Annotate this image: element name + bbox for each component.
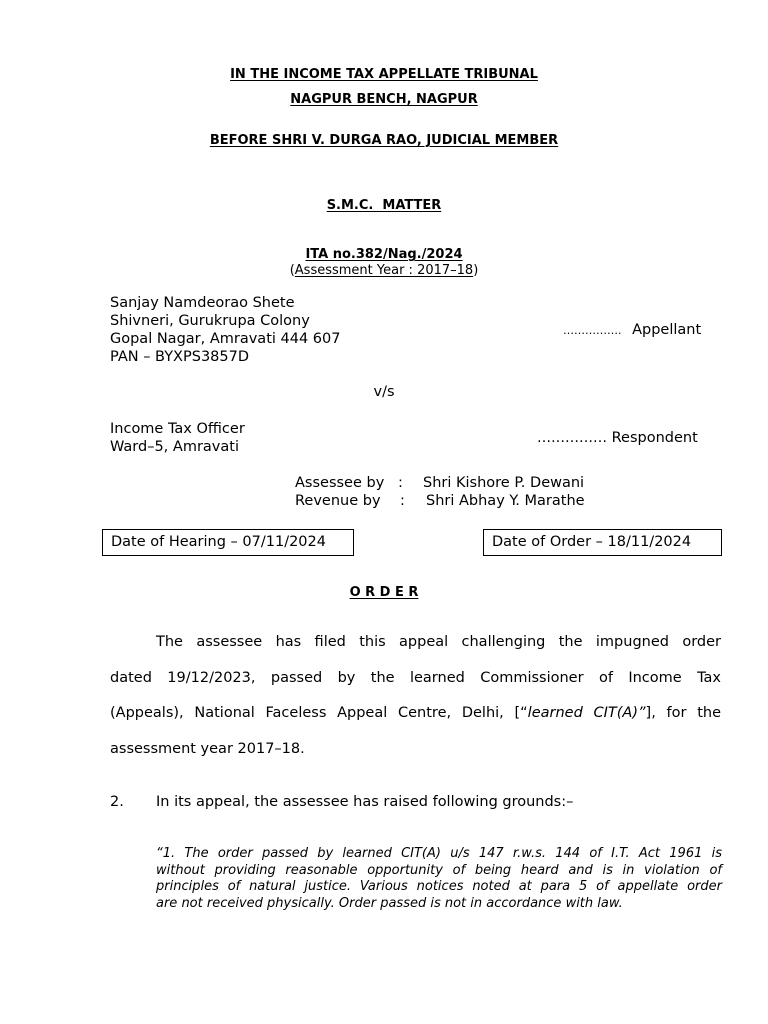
revenue-representation — [295, 492, 585, 510]
respondent-role — [537, 429, 698, 447]
bench-title-text: NAGPUR BENCH, NAGPUR — [290, 92, 478, 107]
before-member-text: BEFORE SHRI V. DURGA RAO, JUDICIAL MEMBER — [209, 133, 559, 148]
assessee-colon: : — [398, 475, 403, 491]
versus-text: v/s — [373, 384, 395, 400]
hearing-date: Date of Hearing – 07/11/2024 — [111, 534, 326, 550]
matter-heading-text: S.M.C. MATTER — [326, 198, 442, 213]
respondent-leader-dots: …………… — [537, 430, 607, 446]
paragraph-1-line-part: ], for the — [645, 705, 721, 721]
appellant-name: Sanjay Namdeorao Shete — [110, 295, 295, 311]
assessee-representation — [295, 474, 584, 492]
respondent-role-label: Respondent — [611, 430, 698, 446]
learned-cita-term: learned CIT(A)” — [527, 705, 646, 721]
tribunal-title-text: IN THE INCOME TAX APPELLATE TRIBUNAL — [230, 67, 538, 82]
assessment-year — [0, 263, 768, 278]
order-heading-text: O R D E R — [349, 585, 419, 600]
respondent-address — [110, 420, 245, 456]
hearing-date-box — [102, 529, 354, 556]
order-date: Date of Order – 18/11/2024 — [492, 534, 692, 550]
paragraph-1-line-part: (Appeals), National Faceless Appeal Centre, Delhi, [“ — [110, 705, 528, 721]
paragraph-1-line: dated 19/12/2023, passed by the learned Commissioner of Income Tax — [110, 669, 721, 686]
ground-quote-line: “1. The order passed by learned CIT(A) u/s 147 r.w.s. 144 of I.T. Act 1961 is — [156, 846, 722, 861]
versus-label — [0, 383, 768, 401]
matter-heading — [0, 198, 768, 213]
assessee-representative: Shri Kishore P. Dewani — [423, 475, 585, 491]
ground-quote-line: principles of natural justice. Various notices noted at para 5 of appellate order — [156, 879, 722, 894]
ita-number-text: ITA no.382/Nag./2024 — [305, 247, 463, 262]
appellant-role — [563, 321, 701, 340]
ground-quote-line: without providing reasonable opportunity of being heard and is in violation of — [156, 862, 722, 878]
paragraph-2-number — [110, 793, 124, 811]
order-heading — [0, 585, 768, 600]
paragraph-1-line: The assessee has filed this appeal challenging the impugned order — [156, 634, 721, 650]
paragraph-1 — [110, 633, 721, 775]
bench-title — [0, 92, 768, 107]
paragraph-1-line: assessment year 2017–18. — [110, 740, 305, 757]
revenue-by-label: Revenue by — [295, 493, 381, 509]
revenue-colon: : — [400, 493, 405, 509]
assessee-by-label: Assessee by — [295, 475, 385, 491]
paragraph-2 — [156, 793, 573, 811]
ita-number — [0, 247, 768, 262]
revenue-representative: Shri Abhay Y. Marathe — [426, 493, 585, 509]
appellant-address — [110, 294, 340, 366]
tribunal-title — [0, 67, 768, 82]
ground-quote-line: are not received physically. Order passed is not in accordance with law. — [156, 895, 623, 911]
before-member — [0, 133, 768, 148]
appellant-leader-dots: ……………. — [563, 324, 622, 337]
assessment-year-open: ( — [289, 263, 295, 278]
appellant-address-line-2: Gopal Nagar, Amravati 444 607 — [110, 331, 341, 347]
paragraph-1-line — [110, 704, 721, 740]
ground-quote — [156, 846, 722, 912]
paragraph-2-number-text: 2. — [110, 794, 124, 810]
appellant-pan: PAN – BYXPS3857D — [110, 349, 250, 365]
assessment-year-close: ) — [473, 263, 479, 278]
assessment-year-text: Assessment Year : 2017–18 — [294, 263, 474, 278]
paragraph-2-text: In its appeal, the assessee has raised following grounds:– — [156, 794, 574, 810]
respondent-name: Income Tax Officer — [110, 421, 245, 437]
respondent-ward: Ward–5, Amravati — [110, 439, 239, 455]
appellant-role-label: Appellant — [632, 322, 702, 338]
order-date-box — [483, 529, 722, 556]
appellant-address-line-1: Shivneri, Gurukrupa Colony — [110, 313, 310, 329]
